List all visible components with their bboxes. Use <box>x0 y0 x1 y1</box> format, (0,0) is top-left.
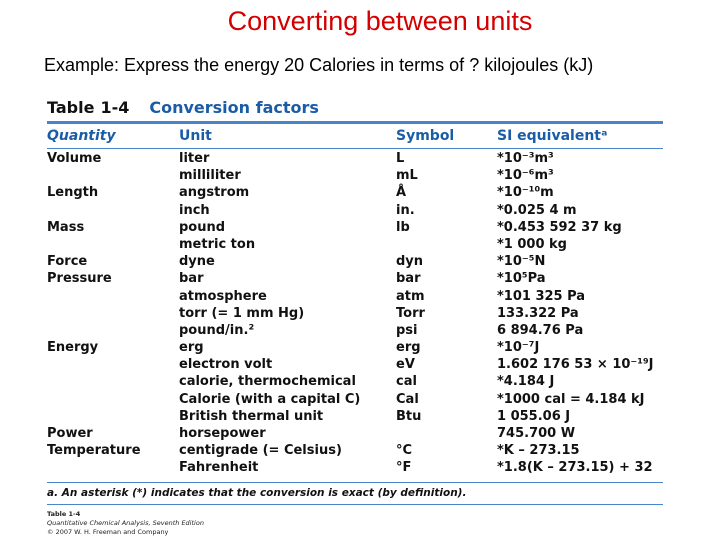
credit-table-id: Table 1-4 <box>47 510 81 518</box>
table-number: 1-4 <box>100 98 130 117</box>
table-bottom-rule <box>47 482 663 483</box>
cell-symbol: bar <box>396 271 421 287</box>
cell-unit: Fahrenheit <box>179 460 259 476</box>
cell-unit: bar <box>179 271 204 287</box>
table-row <box>0 442 720 459</box>
table-row <box>0 253 720 270</box>
cell-si-equivalent: *4.184 J <box>497 374 555 390</box>
cell-si-equivalent: 6 894.76 Pa <box>497 322 584 338</box>
table-top-rule <box>47 121 663 124</box>
cell-unit: electron volt <box>179 357 273 373</box>
cell-unit: pound/in.² <box>179 322 255 338</box>
cell-symbol: Btu <box>396 408 422 424</box>
cell-symbol: °F <box>396 460 412 476</box>
cell-si-equivalent: *10⁵Pa <box>497 271 546 287</box>
table-row <box>0 322 720 339</box>
cell-si-equivalent: *0.453 592 37 kg <box>497 219 622 235</box>
cell-unit: torr (= 1 mm Hg) <box>179 305 305 321</box>
cell-unit: liter <box>179 151 210 166</box>
column-header-si: SI equivalentᵃ <box>497 128 608 144</box>
cell-si-equivalent: *1 000 kg <box>497 236 567 252</box>
cell-unit: inch <box>179 202 210 218</box>
table-row <box>0 270 720 287</box>
table-footnote: a. An asterisk (*) indicates that the conversion is exact (by definition). <box>47 487 467 499</box>
table-row <box>0 339 720 356</box>
cell-quantity: Force <box>47 254 88 270</box>
cell-symbol: cal <box>396 374 417 390</box>
cell-symbol: L <box>396 151 405 166</box>
cell-unit: erg <box>179 340 204 356</box>
table-name: Conversion factors <box>149 98 319 117</box>
table-row <box>0 288 720 305</box>
cell-si-equivalent: *10⁻⁵N <box>497 254 546 270</box>
table-row <box>0 459 720 476</box>
cell-symbol: dyn <box>396 254 424 270</box>
cell-si-equivalent: *10⁻³m³ <box>497 151 554 166</box>
cell-unit: pound <box>179 219 226 235</box>
cell-symbol: mL <box>396 168 418 184</box>
cell-quantity: Power <box>47 426 93 441</box>
table-row <box>0 391 720 408</box>
table-heading <box>47 98 319 117</box>
cell-symbol: Torr <box>396 305 425 321</box>
cell-unit: angstrom <box>179 185 250 201</box>
cell-quantity: Mass <box>47 219 85 235</box>
table-row <box>0 219 720 236</box>
cell-quantity: Energy <box>47 340 99 356</box>
cell-quantity: Length <box>47 185 99 201</box>
cell-si-equivalent: *10⁻¹⁰m <box>497 185 554 201</box>
table-row <box>0 373 720 390</box>
cell-unit: centigrade (= Celsius) <box>179 443 342 459</box>
credit-book-title: Quantitative Chemical Analysis, Seventh Edition <box>47 519 204 527</box>
cell-symbol: psi <box>396 322 418 338</box>
table-row <box>0 408 720 425</box>
cell-unit: British thermal unit <box>179 408 324 424</box>
cell-symbol: lb <box>396 219 410 235</box>
cell-si-equivalent: *10⁻⁷J <box>497 340 540 356</box>
footnote-rule <box>47 504 663 505</box>
slide-subtitle: Example: Express the energy 20 Calories in terms of ? kilojoules (kJ) <box>44 55 594 75</box>
cell-symbol: erg <box>396 340 421 356</box>
table-row <box>0 356 720 373</box>
cell-si-equivalent: *101 325 Pa <box>497 288 586 304</box>
table-header-rule <box>47 148 663 149</box>
cell-si-equivalent: 745.700 W <box>497 426 576 441</box>
table-row <box>0 202 720 219</box>
slide-title: Converting between units <box>227 6 533 36</box>
table-body <box>0 150 720 477</box>
table-row <box>0 305 720 322</box>
cell-unit: dyne <box>179 254 215 270</box>
cell-symbol: °C <box>396 443 413 459</box>
cell-symbol: Å <box>396 185 407 201</box>
cell-si-equivalent: 133.322 Pa <box>497 305 579 321</box>
cell-symbol: atm <box>396 288 425 304</box>
column-header-symbol: Symbol <box>396 128 455 144</box>
cell-unit: milliliter <box>179 168 241 184</box>
cell-si-equivalent: *0.025 4 m <box>497 202 577 218</box>
cell-quantity: Temperature <box>47 443 141 459</box>
cell-si-equivalent: 1.602 176 53 × 10⁻¹⁹J <box>497 357 654 373</box>
cell-si-equivalent: *1000 cal = 4.184 kJ <box>497 391 645 407</box>
table-label: Table <box>47 98 95 117</box>
cell-symbol: in. <box>396 202 415 218</box>
cell-unit: Calorie (with a capital C) <box>179 391 361 407</box>
cell-quantity: Volume <box>47 151 102 166</box>
table-row <box>0 184 720 201</box>
cell-si-equivalent: *K – 273.15 <box>497 443 580 459</box>
credit-copyright: © 2007 W. H. Freeman and Company <box>47 528 169 536</box>
cell-symbol: Cal <box>396 391 419 407</box>
cell-quantity: Pressure <box>47 271 112 287</box>
cell-symbol: eV <box>396 357 415 373</box>
cell-si-equivalent: 1 055.06 J <box>497 408 571 424</box>
column-header-unit: Unit <box>179 128 212 144</box>
cell-unit: metric ton <box>179 236 256 252</box>
cell-unit: horsepower <box>179 426 266 441</box>
table-row <box>0 425 720 442</box>
column-header-quantity: Quantity <box>47 128 116 144</box>
cell-si-equivalent: *1.8(K – 273.15) + 32 <box>497 460 653 476</box>
cell-si-equivalent: *10⁻⁶m³ <box>497 168 554 184</box>
table-row <box>0 236 720 253</box>
table-row <box>0 150 720 167</box>
cell-unit: atmosphere <box>179 288 267 304</box>
cell-unit: calorie, thermochemical <box>179 374 356 390</box>
table-row <box>0 167 720 184</box>
